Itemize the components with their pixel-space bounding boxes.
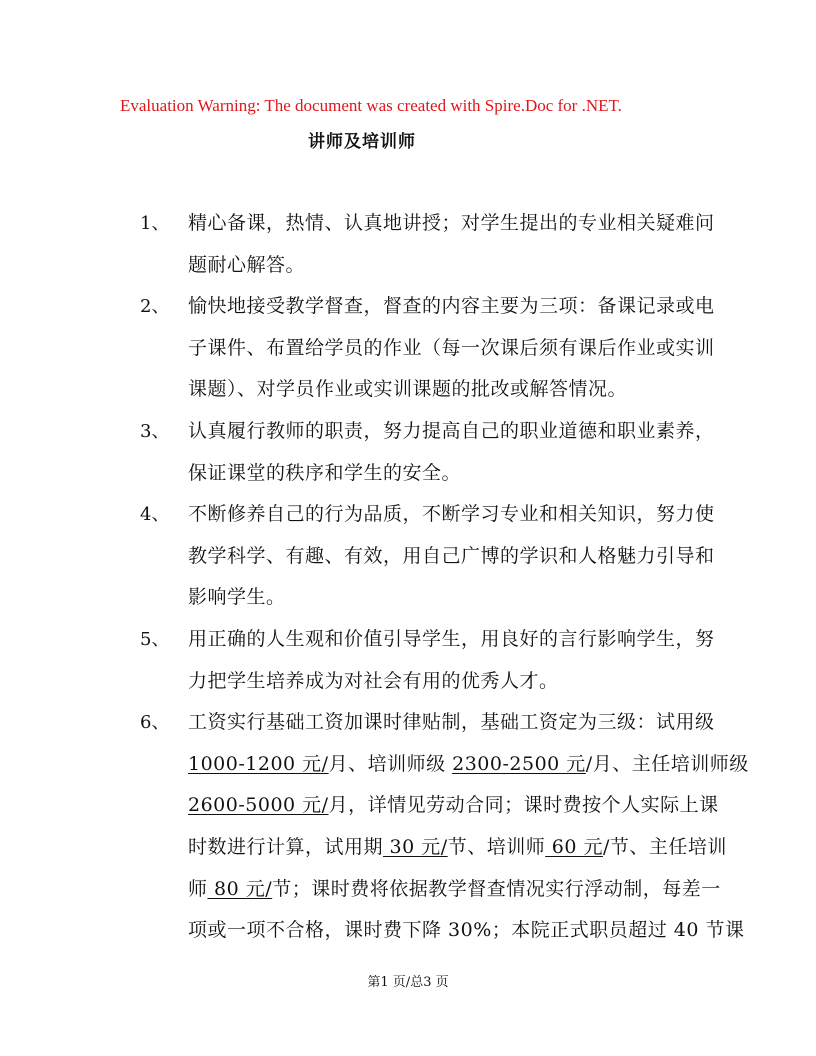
- text-segment: 项或一项不合格，课时费下降 30%；本院正式职员超过 40 节课: [188, 919, 745, 942]
- document-title: 讲师及培训师: [308, 132, 416, 152]
- list-item-line: [188, 374, 627, 401]
- list-item-line: [188, 749, 749, 776]
- list-item-line: [188, 582, 286, 609]
- text-segment: 认真履行教师的职责，努力提高自己的职业道德和职业素养，: [188, 420, 715, 442]
- text-segment: 月，详情见劳动合同；课时费按个人实际上课: [328, 794, 719, 817]
- text-segment: /节、主任培训: [602, 836, 727, 858]
- underlined-text: 2600-5000 元/: [188, 794, 329, 817]
- list-item-line: [188, 874, 721, 901]
- list-item-line: [188, 250, 305, 277]
- list-item-line: [188, 666, 559, 693]
- list-item-line: [188, 333, 715, 360]
- list-item-line: [188, 790, 719, 817]
- underlined-text: 60 元: [545, 836, 603, 858]
- list-item-number: 6、: [140, 712, 170, 734]
- list-item-line: [188, 458, 461, 485]
- text-segment: 课题）、对学员作业或实训课题的批改或解答情况。: [188, 378, 628, 401]
- text-segment: 月、培训师级: [328, 752, 453, 775]
- text-segment: 保证课堂的秩序和学生的安全。: [188, 461, 462, 484]
- list-item-line: [188, 707, 715, 734]
- text-segment: 节、培训师: [447, 836, 546, 858]
- list-item-line: [188, 416, 715, 443]
- list-item-number: 4、: [140, 504, 170, 526]
- text-segment: 愉快地接受教学督查，督查的内容主要为三项：备课记录或电: [188, 295, 715, 318]
- list-item-line: [188, 291, 715, 318]
- text-segment: 子课件、布置给学员的作业（每一次课后须有课后作业或实训: [188, 336, 715, 359]
- list-item-line: [188, 624, 715, 651]
- text-segment: /月、主任培训师级: [585, 752, 749, 775]
- list-item-line: [188, 915, 745, 942]
- text-segment: 教学科学、有趣、有效，用自己广博的学识和人格魅力引导和: [188, 544, 715, 567]
- text-segment: 影响学生。: [188, 586, 286, 609]
- text-segment: 精心备课，热情、认真地讲授；对学生提出的专业相关疑难问: [188, 212, 715, 234]
- list-item-number: 2、: [140, 296, 170, 318]
- underlined-text: 2300-2500 元: [452, 752, 586, 775]
- list-item-line: [188, 499, 715, 526]
- text-segment: 节；课时费将依据教学督查情况实行浮动制，每差一: [272, 877, 721, 900]
- text-segment: 力把学生培养成为对社会有用的优秀人才。: [188, 669, 559, 692]
- list-item-line: [188, 541, 715, 568]
- list-item-line: [188, 208, 715, 235]
- list-item-number: 1、: [140, 213, 170, 234]
- text-segment: 不断修养自己的行为品质，不断学习专业和相关知识，努力使: [188, 503, 715, 526]
- text-segment: 时数进行计算，试用期: [188, 836, 384, 858]
- underlined-text: 80 元/: [207, 877, 273, 900]
- underlined-text: 1000-1200 元/: [188, 752, 329, 775]
- text-segment: 工资实行基础工资加课时律贴制，基础工资定为三级：试用级: [188, 711, 715, 734]
- evaluation-warning: Evaluation Warning: The document was created with Spire.Doc for .NET.: [120, 96, 622, 115]
- underlined-text: 30 元/: [383, 836, 448, 858]
- text-segment: 题耐心解答。: [188, 253, 306, 276]
- list-item-number: 3、: [140, 421, 170, 442]
- text-segment: 师: [188, 877, 208, 900]
- list-item-line: [188, 832, 727, 859]
- page-footer: 第1 页/总3 页: [367, 975, 449, 990]
- list-item-number: 5、: [140, 629, 170, 650]
- text-segment: 用正确的人生观和价值引导学生，用良好的言行影响学生，努: [188, 628, 715, 650]
